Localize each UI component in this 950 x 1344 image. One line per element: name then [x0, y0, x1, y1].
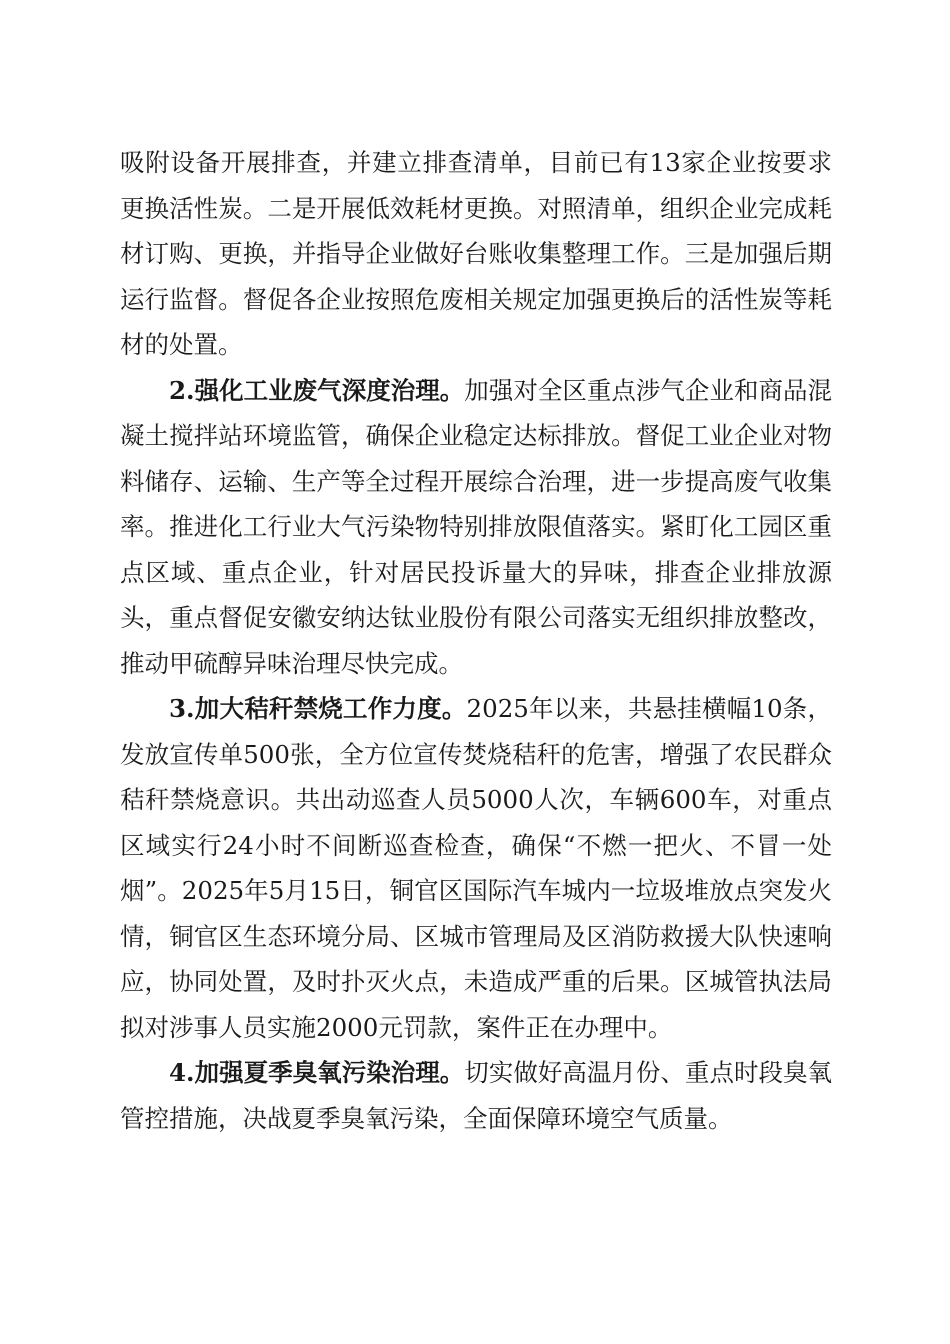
section-heading: 4.加强夏季臭氧污染治理。 — [169, 1058, 465, 1087]
section-heading: 2.强化工业废气深度治理。 — [169, 375, 465, 405]
paragraph-body: 吸附设备开展排查，并建立排查清单，目前已有13家企业按要求更换活性炭。二是开展低效耗材更换。对照清单，组织企业完成耗材订购、更换，并指导企业做好台账收集整理工作。三是加强后期运行监督。督促各企业按照危废相关规定加强更换后的活性炭等耗材的处置。 — [120, 148, 832, 359]
paragraph-section-2 — [120, 368, 832, 687]
paragraph-body: 2025年以来，共悬挂横幅10条，发放宣传单500张，全方位宣传焚烧秸秆的危害，增强了农民群众秸秆禁烧意识。共出动巡查人员5000人次，车辆600车，对重点区域实行24小时不间断巡查检查，确保“不燃一把火、不冒一处烟”。2025年5月15日，铜官区国际汽车城内一垃圾堆放点突发火情，铜官区生态环境分局、区城市管理局及区消防救援大队快速响应，协同处置，及时扑灭火点，未造成严重的后果。区城管执法局拟对涉事人员实施2000元罚款，案件正在办理中。 — [120, 694, 833, 1042]
paragraph-body: 切实做好高温月份、重点时段臭氧管控措施，决战夏季臭氧污染，全面保障环境空气质量。 — [120, 1058, 833, 1133]
paragraph-continuation — [120, 140, 832, 368]
section-heading: 3.加大秸秆禁烧工作力度。 — [169, 694, 467, 723]
paragraph-body: 加强对全区重点涉气企业和商品混凝土搅拌站环境监管，确保企业稳定达标排放。督促工业企业对物料储存、运输、生产等全过程开展综合治理，进一步提高废气收集率。推进化工行业大气污染物特别排放限值落实。紧盯化工园区重点区域、重点企业，针对居民投诉量大的异味，排查企业排放源头，重点督促安徽安纳达钛业股份有限公司落实无组织排放整改，推动甲硫醇异味治理尽快完成。 — [120, 375, 833, 678]
paragraph-section-4 — [120, 1050, 832, 1141]
paragraph-section-3 — [120, 686, 832, 1050]
document-page — [120, 140, 832, 1141]
